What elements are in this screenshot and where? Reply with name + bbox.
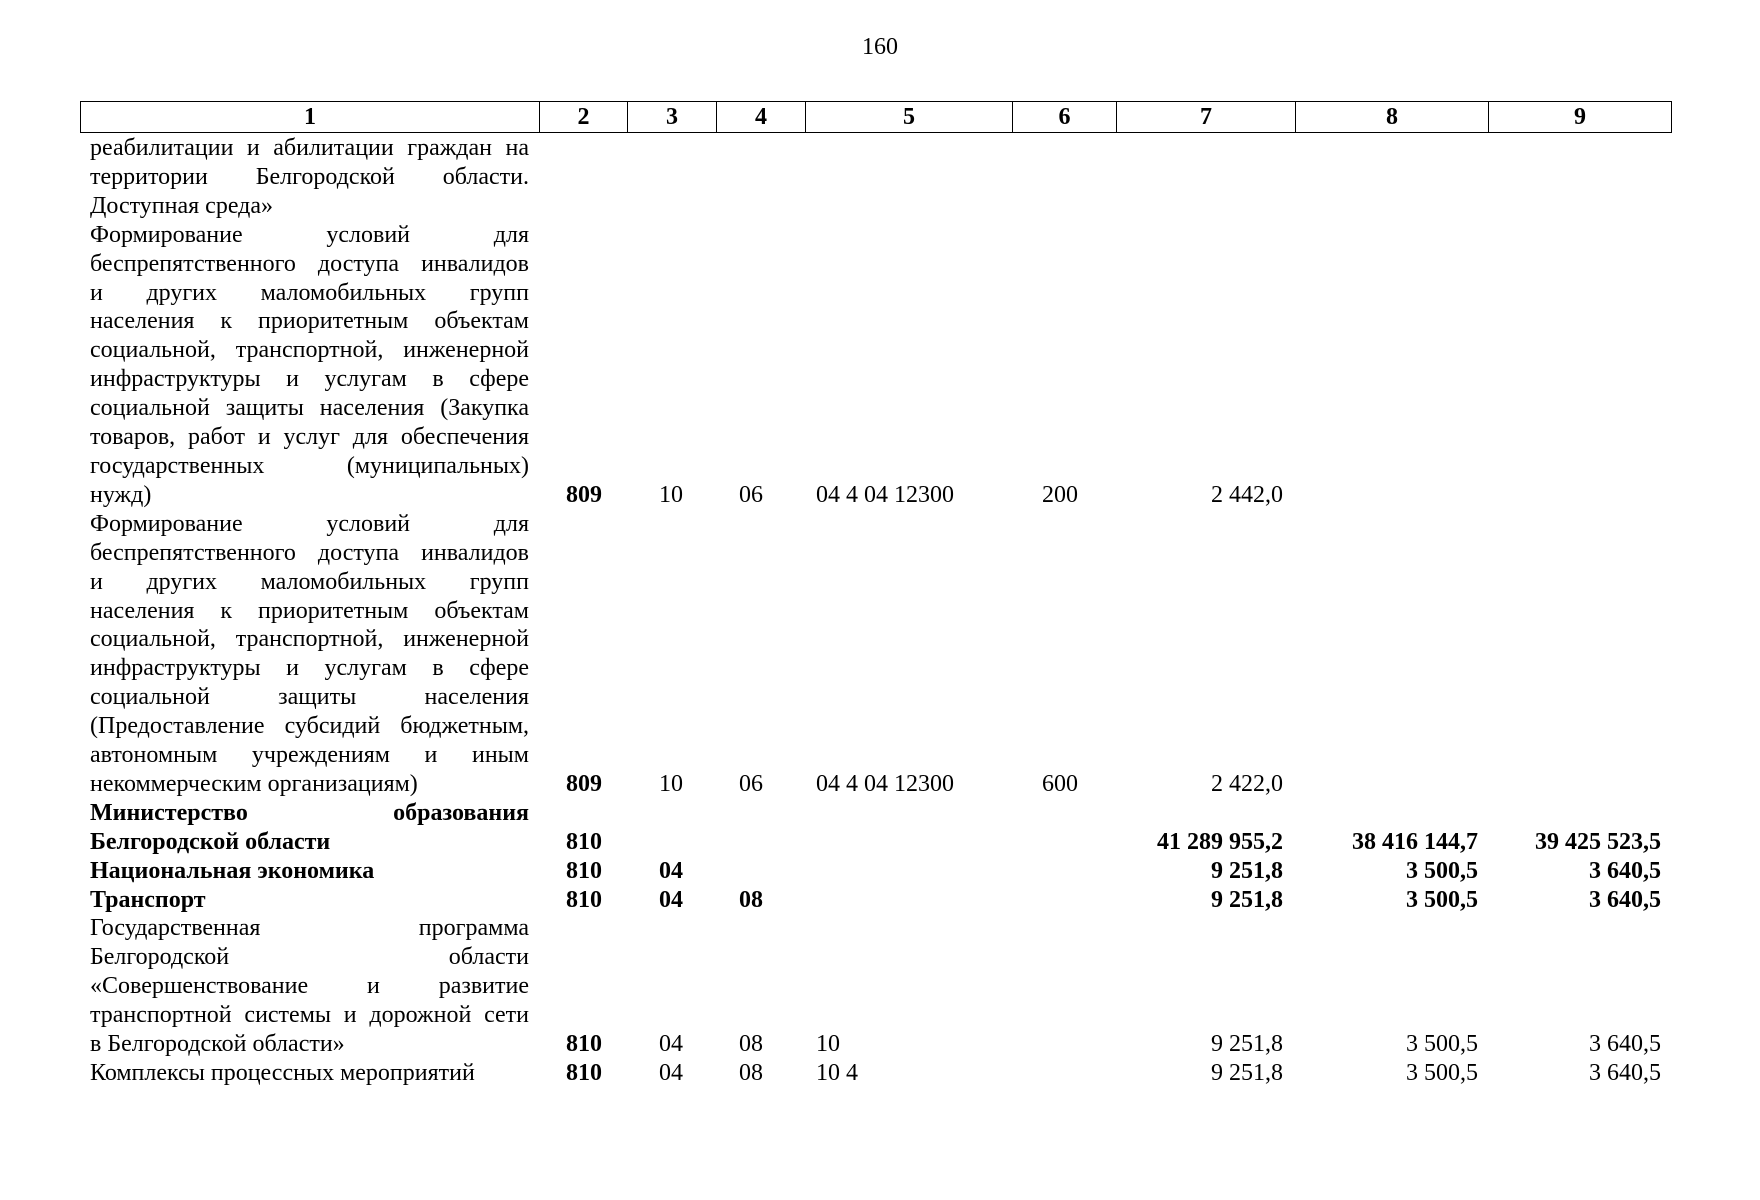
row-name-line: беспрепятственного доступа инвалидов (90, 250, 529, 277)
row-name (80, 221, 539, 510)
row-name (80, 1059, 539, 1088)
row-name-line: Министерство образования (90, 799, 529, 826)
row-name-line: Белгородской области (90, 944, 529, 971)
column-header-7: 7 (1117, 102, 1296, 133)
table-row (80, 857, 1671, 886)
cell-col-8: 3 500,5 (1406, 886, 1478, 913)
table-row (80, 134, 1671, 221)
cell-col-7: 2 442,0 (1211, 481, 1283, 508)
cell-col-2: 810 (566, 886, 602, 913)
row-name-line: социальной защиты населения (Закупка (90, 395, 529, 422)
cell-col-7: 9 251,8 (1211, 857, 1283, 884)
cell-col-6: 200 (1042, 481, 1078, 508)
row-name-line: населения к приоритетным объектам (90, 308, 529, 335)
row-name-line: некоммерческим организациям) (90, 770, 418, 797)
cell-col-7: 9 251,8 (1211, 886, 1283, 913)
column-header-6: 6 (1013, 102, 1117, 133)
cell-col-8: 38 416 144,7 (1352, 828, 1478, 855)
row-name (80, 799, 539, 857)
row-name-line: населения к приоритетным объектам (90, 597, 529, 624)
cell-col-9: 3 640,5 (1589, 886, 1661, 913)
cell-col-3: 10 (659, 481, 683, 508)
cell-col-3: 10 (659, 770, 683, 797)
cell-col-4: 08 (739, 1060, 763, 1086)
row-name (80, 914, 539, 1059)
cell-col-7: 9 251,8 (1211, 1060, 1283, 1086)
row-name (80, 886, 539, 915)
row-name-line: социальной, транспортной, инженерной (90, 337, 529, 364)
table-row (80, 510, 1671, 799)
row-name-line: Формирование условий для (90, 510, 529, 537)
column-header-1: 1 (81, 102, 540, 133)
row-name-line: Формирование условий для (90, 221, 529, 248)
row-name (80, 134, 539, 221)
cell-col-5: 10 4 (816, 1060, 858, 1086)
table-body (80, 134, 1671, 1088)
cell-col-3: 04 (659, 886, 683, 913)
row-name-line: территории Белгородской области. (90, 163, 529, 190)
row-name-line: Комплексы процессных мероприятий (90, 1060, 475, 1086)
cell-col-9: 39 425 523,5 (1535, 828, 1661, 855)
row-name-line: (Предоставление субсидий бюджетным, (90, 713, 529, 740)
row-name-line: товаров, работ и услуг для обеспечения (90, 424, 529, 451)
cell-col-8: 3 500,5 (1406, 1060, 1478, 1086)
column-header-3: 3 (628, 102, 717, 133)
cell-col-2: 809 (566, 481, 602, 508)
cell-col-3: 04 (659, 857, 683, 884)
row-name-line: Национальная экономика (90, 857, 375, 884)
cell-col-8: 3 500,5 (1406, 1031, 1478, 1058)
cell-col-7: 9 251,8 (1211, 1031, 1283, 1058)
row-name-line: транспортной системы и дорожной сети (90, 1002, 529, 1029)
row-name-line: социальной, транспортной, инженерной (90, 626, 529, 653)
cell-col-4: 06 (739, 770, 763, 797)
row-name-line: беспрепятственного доступа инвалидов (90, 539, 529, 566)
cell-col-2: 810 (566, 857, 602, 884)
row-name-line: инфраструктуры и услугам в сфере (90, 366, 529, 393)
cell-col-5: 04 4 04 12300 (816, 481, 954, 508)
column-header-8: 8 (1296, 102, 1489, 133)
cell-col-2: 810 (566, 1060, 602, 1086)
row-name-line: автономным учреждениям и иным (90, 742, 529, 769)
cell-col-4: 08 (739, 886, 763, 913)
row-name-line: Доступная среда» (90, 192, 274, 219)
cell-col-9: 3 640,5 (1589, 1031, 1661, 1058)
row-name-line: Белгородской области (90, 828, 331, 855)
row-name-line: и других маломобильных групп (90, 568, 529, 595)
column-header-9: 9 (1489, 102, 1672, 133)
cell-col-8: 3 500,5 (1406, 857, 1478, 884)
cell-col-9: 3 640,5 (1589, 857, 1661, 884)
row-name-line: нужд) (90, 481, 152, 508)
table-row (80, 914, 1671, 1059)
row-name (80, 510, 539, 799)
cell-col-5: 10 (816, 1031, 840, 1058)
cell-col-2: 810 (566, 1031, 602, 1058)
row-name-line: в Белгородской области» (90, 1031, 345, 1058)
page-number: 160 (862, 34, 898, 60)
cell-col-5: 04 4 04 12300 (816, 770, 954, 797)
row-name-line: государственных (муниципальных) (90, 452, 529, 479)
cell-col-7: 41 289 955,2 (1157, 828, 1283, 855)
row-name-line: социальной защиты населения (90, 684, 529, 711)
column-header-4: 4 (717, 102, 806, 133)
table-header (80, 101, 1672, 133)
row-name-line: Транспорт (90, 886, 206, 913)
table-row (80, 799, 1671, 857)
column-header-5: 5 (806, 102, 1013, 133)
cell-col-3: 04 (659, 1060, 683, 1086)
row-name (80, 857, 539, 886)
cell-col-4: 06 (739, 481, 763, 508)
row-name-line: реабилитации и абилитации граждан на (90, 135, 529, 161)
row-name-line: «Совершенствование и развитие (90, 973, 529, 1000)
column-header-2: 2 (540, 102, 628, 133)
cell-col-2: 810 (566, 828, 602, 855)
table-row (80, 221, 1671, 510)
row-name-line: и других маломобильных групп (90, 279, 529, 306)
cell-col-2: 809 (566, 770, 602, 797)
row-name-line: Государственная программа (90, 915, 529, 942)
cell-col-7: 2 422,0 (1211, 770, 1283, 797)
cell-col-3: 04 (659, 1031, 683, 1058)
cell-col-6: 600 (1042, 770, 1078, 797)
table-row (80, 1059, 1671, 1088)
cell-col-4: 08 (739, 1031, 763, 1058)
row-name-line: инфраструктуры и услугам в сфере (90, 655, 529, 682)
cell-col-9: 3 640,5 (1589, 1060, 1661, 1086)
table-row (80, 886, 1671, 915)
